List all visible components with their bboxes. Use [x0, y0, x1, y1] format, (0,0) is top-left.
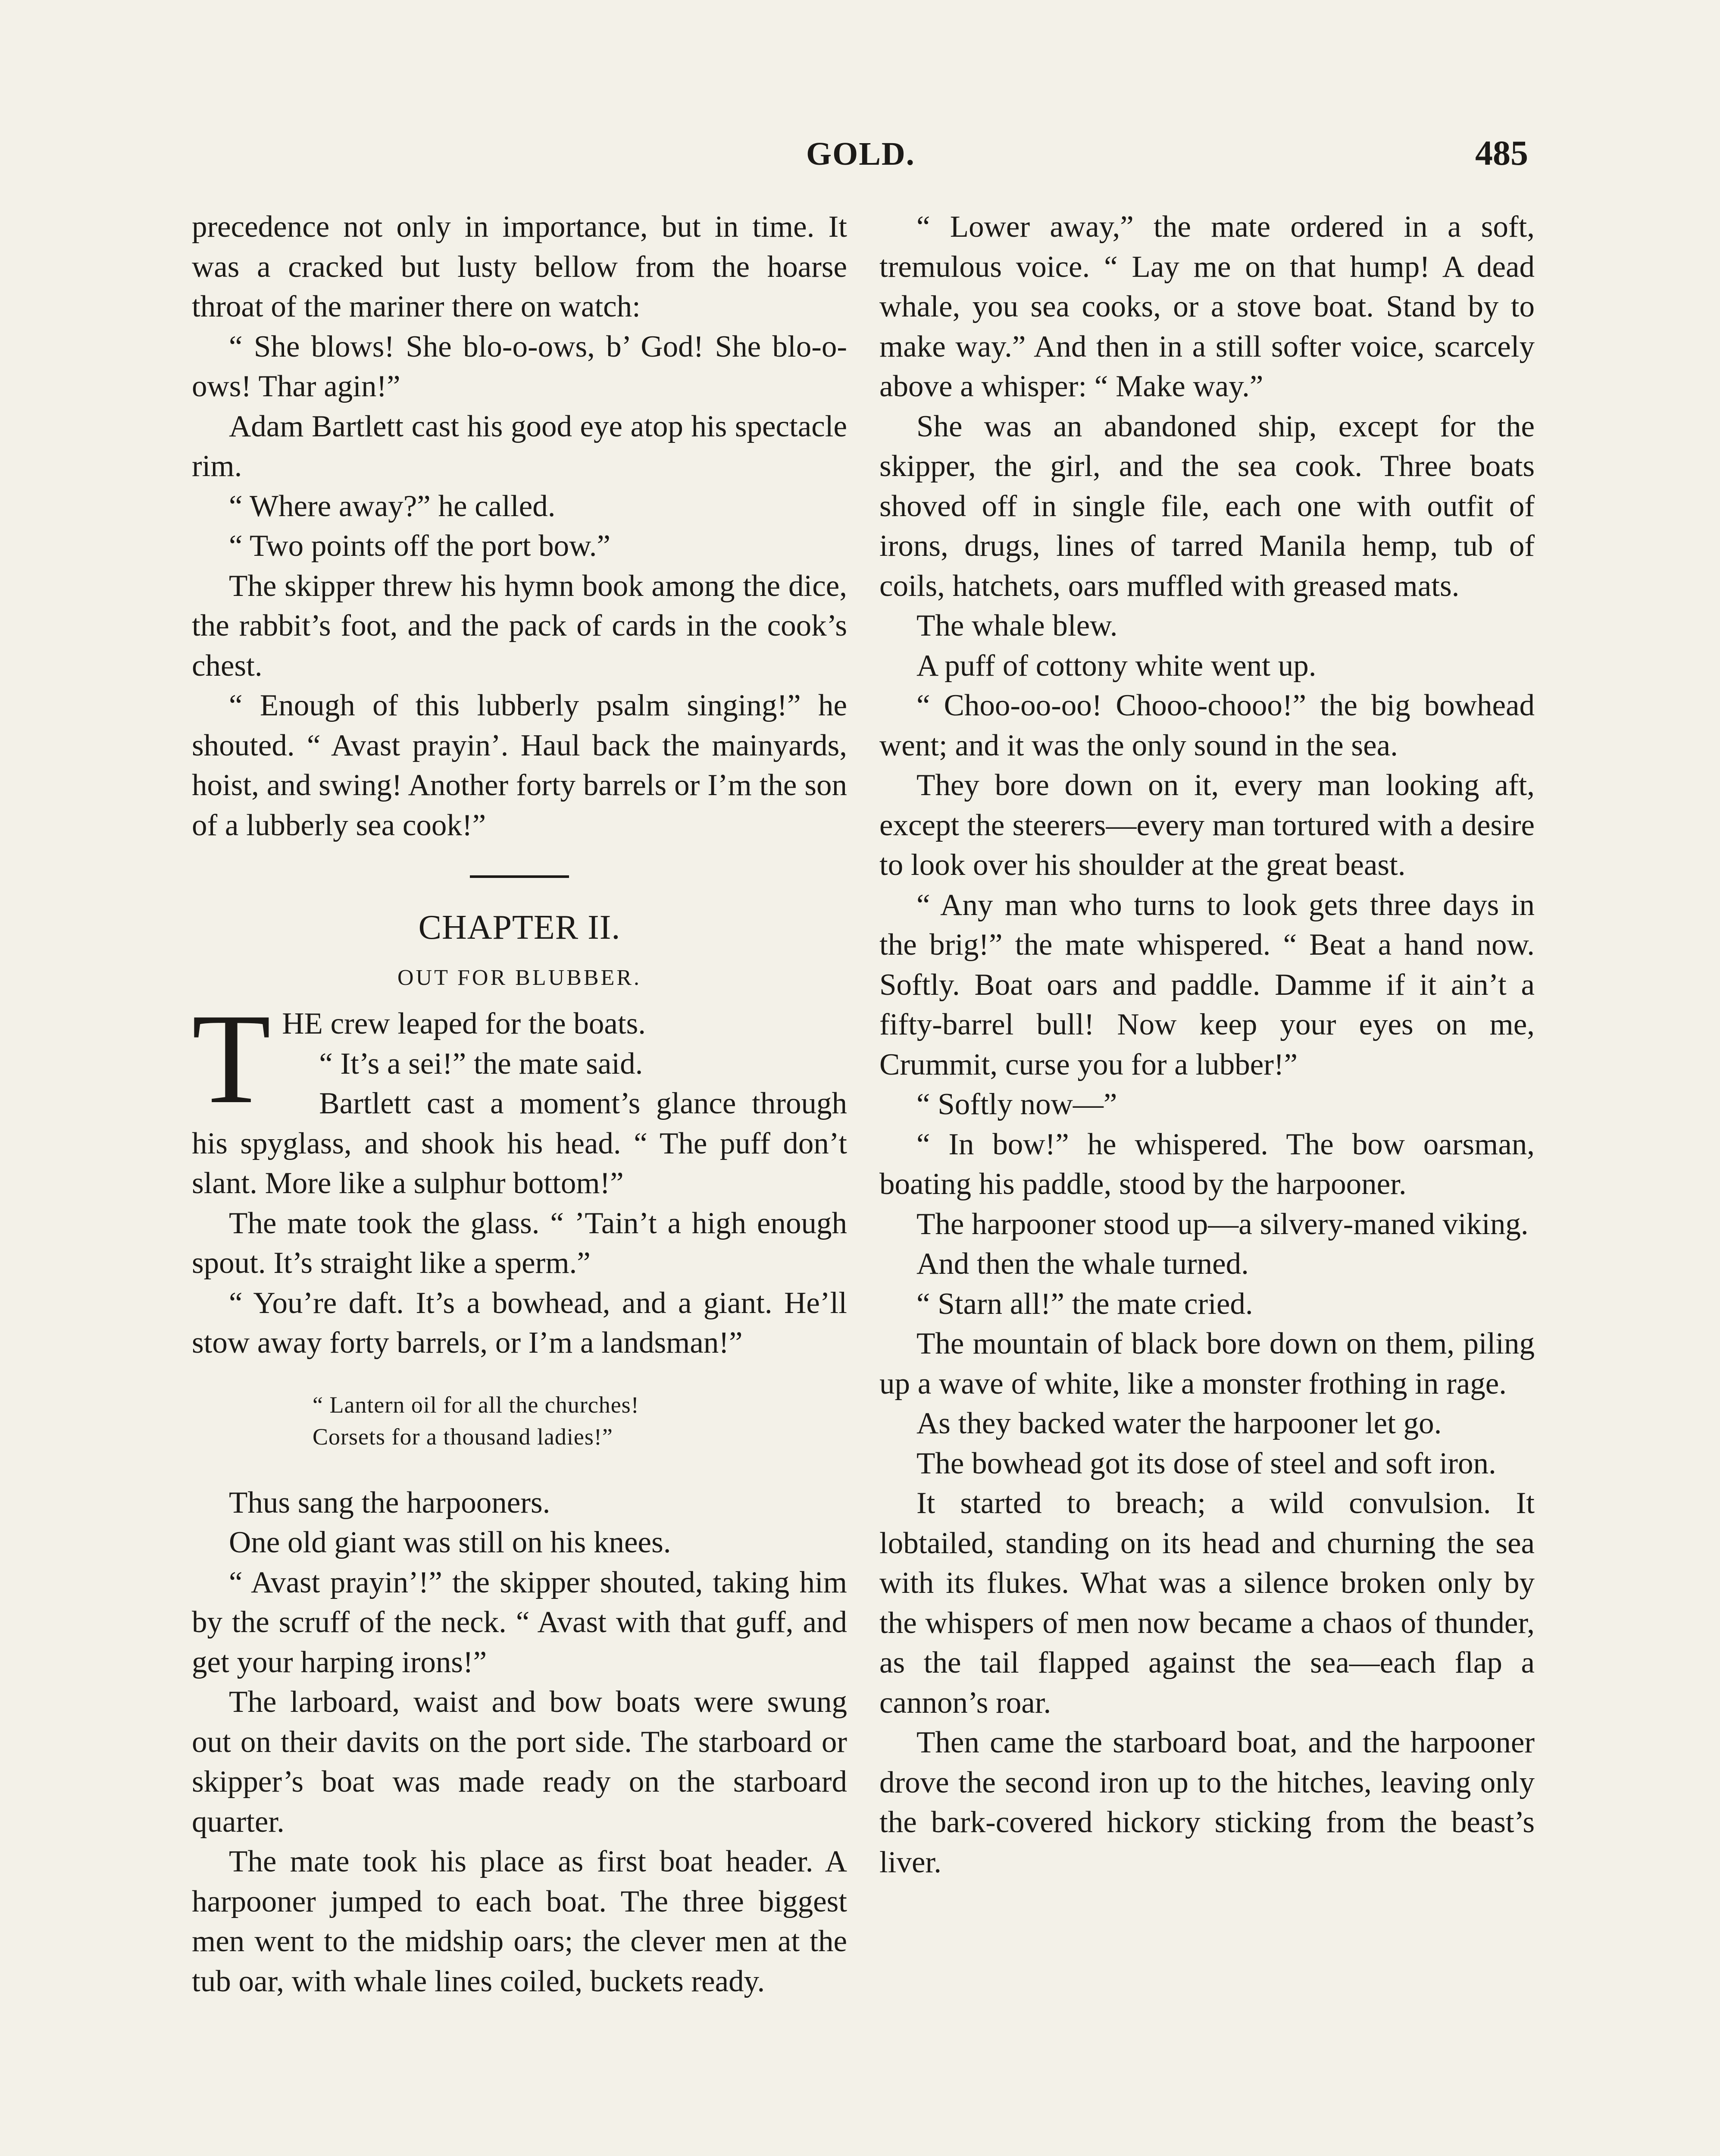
paragraph: As they backed water the harpooner let go. [916, 1407, 1442, 1440]
left-column [192, 207, 847, 2001]
paragraph: “ Avast prayin’!” the skipper shouted, taking him by the scruff of the neck. “ Avast with that guff, and get your harping irons!” [192, 1565, 847, 1679]
paragraph: Adam Bartlett cast his good eye atop his spectacle rim. [192, 409, 847, 483]
paragraph: The skipper threw his hymn book among the dice, the rabbit’s foot, and the pack of cards in the cook’s chest. [192, 569, 847, 683]
paragraph: “ It’s a sei!” the mate said. [319, 1047, 643, 1081]
paragraph: And then the whale turned. [916, 1247, 1249, 1281]
page-number: 485 [1475, 133, 1528, 172]
paragraph: The mate took the glass. “ ’Tain’t a high enough spout. It’s straight like a sperm.” [192, 1206, 847, 1280]
paragraph: “ Starn all!” the mate cried. [916, 1287, 1253, 1321]
paragraph: The whale blew. [916, 609, 1118, 642]
chapter-subtitle: OUT FOR BLUBBER. [397, 965, 641, 990]
paragraph: The larboard, waist and bow boats were swung out on their davits on the port side. The starboard or skipper’s boat was made ready on the starboard quarter. [192, 1685, 847, 1839]
verse-line: “ Lantern oil for all the churches! [313, 1391, 639, 1418]
paragraph: “ You’re daft. It’s a bowhead, and a giant. He’ll stow away forty barrels, or I’m a landsman!” [192, 1286, 847, 1360]
paragraph: “ In bow!” he whispered. The bow oarsman, boating his paddle, stood by the harpooner. [879, 1127, 1535, 1201]
paragraph: “ Two points off the port bow.” [229, 529, 611, 563]
paragraph: Thus sang the harpooners. [229, 1485, 550, 1520]
paragraph: It started to breach; a wild convulsion. It lobtailed, standing on its head and churning the sea with its flukes. What was a silence broken only by the whispers of men now became a chaos of thunder, as the tail flapped against the sea—each flap a cannon’s roar. [879, 1486, 1535, 1720]
paragraph: Then came the starboard boat, and the harpooner drove the second iron up to the hitches, leaving only the bark-covered hickory sticking from the beast’s liver. [879, 1726, 1535, 1879]
paragraph: “ Choo-oo-oo! Chooo-chooo!” the big bowhead went; and it was the only sound in the sea. [879, 689, 1535, 762]
paragraph: “ Lower away,” the mate ordered in a soft, tremulous voice. “ Lay me on that hump! A dead whale, you sea cooks, or a stove boat. Stand by to make way.” And then in a still softer voice, scarcely above a whisper: “ Make way.” [879, 210, 1535, 403]
paragraph: She was an abandoned ship, except for the skipper, the girl, and the sea cook. Three boats shoved off in single file, each one with outfit of irons, drugs, lines of tarred Manila hemp, tub of coils, hatchets, oars muffled with greased mats. [879, 409, 1535, 603]
verse-line: Corsets for a thousand ladies!” [313, 1423, 613, 1450]
paragraph: precedence not only in importance, but in time. It was a cracked but lusty bellow from the hoarse throat of the mariner there on watch: [192, 210, 847, 323]
paragraph: The mate took his place as first boat header. A harpooner jumped to each boat. The three biggest men went to the midship oars; the clever men at the tub oar, with whale lines coiled, buckets ready. [192, 1845, 847, 1998]
opening-line: HE crew leaped for the boats. [282, 1007, 646, 1040]
drop-cap: T [192, 987, 271, 1130]
page-header [0, 129, 1720, 185]
paragraph: The mountain of black bore down on them, piling up a wave of white, like a monster frothing in rage. [879, 1327, 1535, 1401]
section-divider [470, 875, 569, 878]
paragraph: They bore down on it, every man looking aft, except the steerers—every man tortured with a desire to look over his shoulder at the great beast. [879, 768, 1535, 882]
paragraph: “ Any man who turns to look gets three days in the brig!” the mate whispered. “ Beat a hand now. Softly. Boat oars and paddle. Damme if it ain’t a fifty-barrel bull! Now keep your eyes on me, Crummit, curse you for a lubber!” [879, 888, 1535, 1081]
song-verse [313, 1389, 847, 1453]
paragraph: “ Where away?” he called. [229, 489, 556, 523]
paragraph: One old giant was still on his knees. [229, 1526, 671, 1559]
paragraph: Bartlett cast a moment’s glance through his spyglass, and shook his head. “ The puff don’t slant. More like a sulphur bottom!” [192, 1087, 847, 1200]
paragraph: “ Softly now—” [916, 1087, 1117, 1121]
paragraph: A puff of cottony white went up. [916, 649, 1317, 683]
right-column [879, 207, 1535, 1882]
paragraph: “ She blows! She blo-o-ows, b’ God! She blo-o-ows! Thar agin!” [192, 329, 847, 403]
paragraph: The bowhead got its dose of steel and soft iron. [916, 1446, 1496, 1480]
running-title: GOLD. [806, 136, 915, 172]
chapter-title: CHAPTER II. [418, 909, 621, 946]
paragraph: The harpooner stood up—a silvery-maned viking. [916, 1207, 1529, 1241]
paragraph: “ Enough of this lubberly psalm singing!” he shouted. “ Avast prayin’. Haul back the mainyards, hoist, and swing! Another forty barrels or I’m the son of a lubberly sea cook!” [192, 689, 847, 842]
